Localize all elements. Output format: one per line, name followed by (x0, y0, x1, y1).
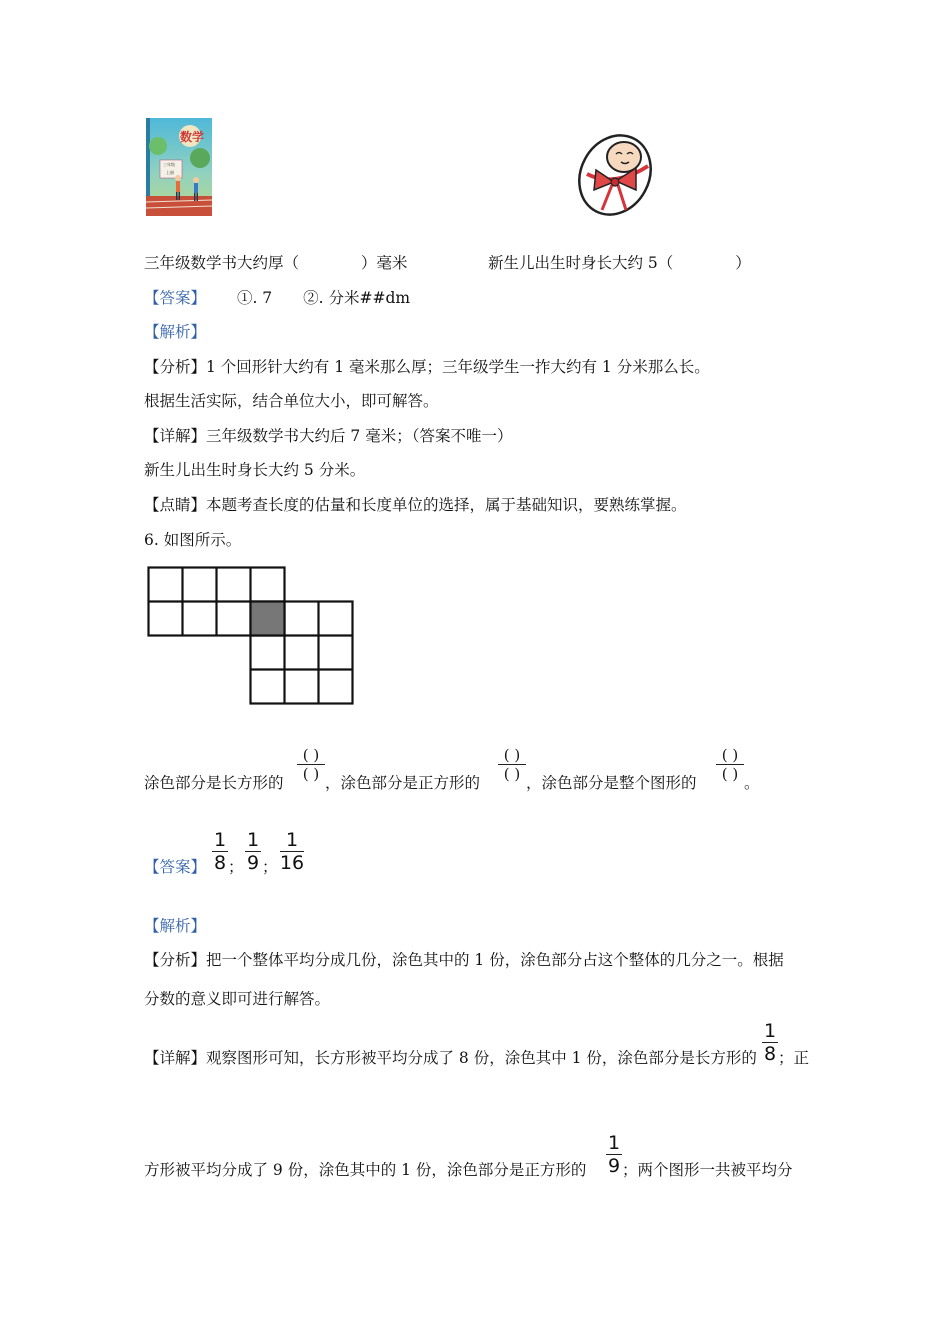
blank-fraction-whole[interactable] (716, 746, 744, 783)
detail-fraction-1 (762, 1020, 778, 1065)
question-length-text (144, 253, 408, 273)
numerator: 1 (763, 1020, 777, 1042)
answer-fraction-1 (212, 829, 228, 874)
numerator: 1 (607, 1132, 621, 1154)
analysis-line: 【分析】1 个回形针大约有 1 毫米那么厚；三年级学生一拃大约有 1 分米那么长。 (144, 358, 710, 376)
blank-denominator: ( ) (503, 765, 521, 783)
q6-analysis-label: 【解析】 (144, 917, 207, 935)
q6-stem-part1: 涂色部分是长方形的 (144, 774, 284, 792)
blank-numerator: ( ) (721, 746, 739, 764)
numerator: 1 (285, 829, 299, 851)
answer-separator: ； (228, 858, 244, 876)
blank-denominator: ( ) (721, 765, 739, 783)
question-left-text: 三年级数学书大约厚（ ）毫米 (144, 254, 408, 272)
detail-line: 新生儿出生时身长大约 5 分米。 (144, 461, 366, 479)
numerator: 1 (246, 829, 260, 851)
denominator: 9 (607, 1155, 621, 1177)
q6-stem-end: 。 (744, 774, 760, 792)
q6-analysis-line: 分数的意义即可进行解答。 (144, 990, 331, 1008)
denominator: 9 (246, 852, 260, 874)
answer-separator: ； (262, 858, 278, 876)
answer-fraction-2 (245, 829, 261, 874)
q6-detail-line-end: ；两个图形一共被平均分 (622, 1161, 793, 1179)
analysis-line: 根据生活实际，结合单位大小，即可解答。 (144, 392, 439, 410)
blank-numerator: ( ) (503, 746, 521, 764)
q6-detail-line: 方形被平均分成了 9 份，涂色其中的 1 份，涂色部分是正方形的 (144, 1161, 587, 1179)
detail-line: 【详解】三年级数学书大约后 7 毫米；（答案不唯一） (144, 427, 513, 445)
q6-analysis-line: 【分析】把一个整体平均分成几份，涂色其中的 1 份，涂色部分占这个整体的几分之一。根据 (144, 951, 784, 969)
analysis-label: 【解析】 (144, 323, 207, 341)
q6-detail-line: 【详解】观察图形可知，长方形被平均分成了 8 份，涂色其中 1 份，涂色部分是长方形的 (144, 1049, 757, 1067)
grid-figure (147, 566, 357, 712)
book-volume: 上册 (166, 170, 174, 175)
answer-fraction-3 (280, 829, 304, 874)
q6-detail-line-end: ；正 (778, 1049, 810, 1067)
remark-line: 【点睛】本题考查长度的估量和长度单位的选择，属于基础知识，要熟练掌握。 (144, 496, 687, 514)
book-title: 数学 (180, 130, 205, 144)
answer-text: ①. 7 ②. 分米##dm (236, 289, 411, 307)
book-grade: 三年级 (163, 162, 175, 167)
denominator: 8 (213, 852, 227, 874)
q6-answer-label: 【答案】 (144, 858, 207, 876)
denominator: 16 (279, 852, 305, 874)
newborn-baby-image (574, 130, 660, 220)
blank-fraction-rectangle[interactable] (297, 746, 325, 783)
question-length-text-right (488, 253, 751, 273)
answer-label: 【答案】 (144, 289, 207, 307)
answer-line (144, 288, 410, 308)
q6-stem-part2: ，涂色部分是正方形的 (325, 774, 481, 792)
q6-stem-part3: ，涂色部分是整个图形的 (526, 774, 697, 792)
math-book-cover-image (146, 118, 212, 216)
blank-denominator: ( ) (302, 765, 320, 783)
denominator: 8 (763, 1043, 777, 1065)
blank-fraction-square[interactable] (498, 746, 526, 783)
blank-numerator: ( ) (302, 746, 320, 764)
question-right-text: 新生儿出生时身长大约 5（ ） (488, 254, 751, 272)
detail-fraction-2 (606, 1132, 622, 1177)
question-6-title: 6. 如图所示。 (144, 531, 242, 549)
numerator: 1 (213, 829, 227, 851)
